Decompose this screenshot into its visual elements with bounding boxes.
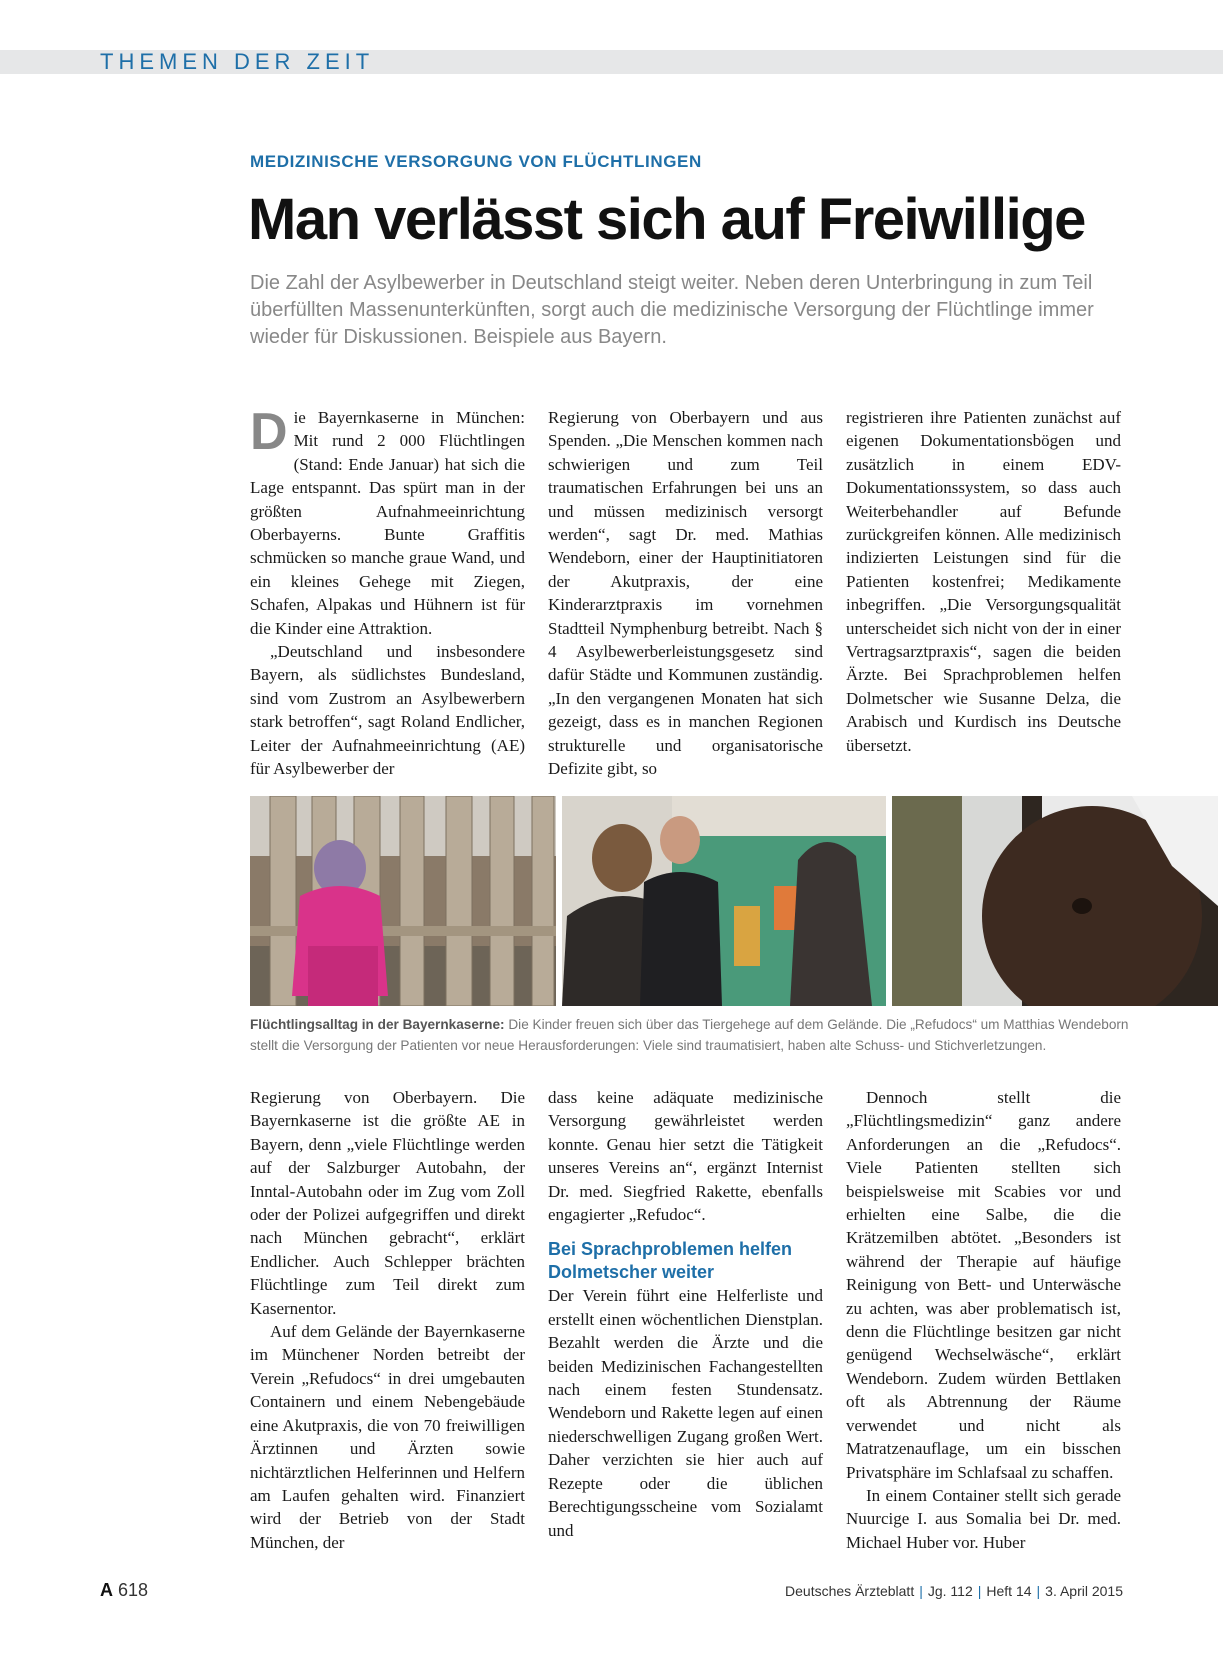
paragraph: Dennoch stellt die „Flüchtlingsmedizin“ ganz andere Anforderungen an die „Refudocs“. Viele Patienten stellten sich beispielsweise mit Scabies vor und erhielten eine Salbe, die die Krätzemilben abtötet. „Besonders ist während der Therapie auf häufige Reinigung von Bett- und Unterwäsche zu achten, was aber problematisch ist, denn die Flüchtlinge besitzen gar nicht genügend Wechselwäsche“, erklärt Wendeborn. Zudem würden Bettlaken oft als Abtrennung der Räume verwendet und nicht als Matratzenauflage, um ein bisschen Privatsphäre im Schlafsaal zu schaffen. [846, 1088, 1121, 1482]
photo-child-at-fence [250, 796, 556, 1006]
page-number-value: 618 [118, 1580, 149, 1600]
paragraph [250, 403, 525, 640]
footer-separator: | [977, 1583, 982, 1599]
article-headline: Man verlässt sich auf Freiwillige [248, 187, 1085, 252]
lower-column-1 [250, 1086, 525, 1554]
photo-caption [250, 1014, 1130, 1056]
journal-date: 3. April 2015 [1045, 1583, 1123, 1599]
upper-column-2 [548, 406, 823, 781]
lower-column-2 [548, 1086, 823, 1542]
journal-volume: Jg. 112 [927, 1583, 973, 1599]
paragraph: Auf dem Gelände der Bayernkaserne im Münchener Norden betreibt der Verein „Refudocs“ in drei umgebauten Containern und einem Nebengebäude eine Akutpraxis, die von 70 freiwilligen Ärztinnen und Ärzten sowie nichtärztlichen Helferinnen und Helfern am Laufen gehalten wird. Finanziert wird der Betrieb von der Stadt München, der [250, 1322, 525, 1552]
photo-doctors-with-patients [562, 796, 886, 1006]
paragraph: registrieren ihre Patienten zunächst auf eigenen Dokumentationsbögen und zusätzlich in einem EDV-Dokumentationssystem, so dass auch Weiterbehandler auf Befunde zurückgreifen können. Alle medizinisch indizierten Leistungen sind für die Patienten kostenfrei; Medikamente inbegriffen. „Die Versorgungsqualität unterscheidet sich nicht von der in einer Vertragsarztpraxis“, sagen die beiden Ärzte. Bei Sprachproblemen helfen Dolmetscher wie Susanne Delza, die Arabisch und Kurdisch ins Deutsche übersetzt. [846, 408, 1121, 755]
caption-lead: Flüchtlingsalltag in der Bayernkaserne: [250, 1017, 505, 1032]
article-lead: Die Zahl der Asylbewerber in Deutschland steigt weiter. Neben deren Unterbringung in zum Teil überfüllten Massenunterkünften, sorgt auch die medizinische Versorgung der Flüchtlinge immer wieder für Diskussionen. Beispiele aus Bayern. [250, 272, 1094, 348]
footer-separator: | [919, 1583, 923, 1599]
paragraph: Der Verein führt eine Helferliste und erstellt einen wöchentlichen Dienstplan. Bezahlt werden die Ärzte und die beiden Medizinischen Fachangestellten nach einem festen Stundensatz. Wendeborn und Rakette legen auf einen niederschwelligen Zugang großen Wert. Daher verzichten sie hier auch auf Rezepte oder die üblichen Berechtigungsscheine vom Sozialamt und [548, 1286, 823, 1540]
subheading: Bei Sprachproblemen helfen Dolmetscher weiter [548, 1239, 793, 1283]
paragraph: Regierung von Oberbayern und aus Spenden. „Die Menschen kommen nach schwierigen und zum Teil traumatischen Erfahrungen bei uns an und müssen medizinisch versorgt werden“, sagt Dr. med. Mathias Wendeborn, einer der Hauptinitiatoren der Akutpraxis, der eine Kinderarztpraxis im vornehmen Stadtteil Nymphenburg betreibt. Nach § 4 Asylbewerberleistungsgesetz sind dafür Städte und Kommunen zuständig. „In den vergangenen Monaten hat sich gezeigt, dass es in manchen Regionen strukturelle und organisatorische Defizite gibt, so [548, 408, 823, 779]
journal-footer [785, 1583, 1123, 1599]
paragraph: Regierung von Oberbayern. Die Bayernkaserne ist die größte AE in Bayern, denn „viele Flüchtlinge werden auf der Salzburger Autobahn, der Inntal-Autobahn oder im Zug vom Zoll oder der Polizei aufgegriffen und direkt nach München gebracht“, erklärt Endlicher. Auch Schlepper brächten Flüchtlinge zum Teil direkt zum Kasernentor. [250, 1088, 525, 1318]
photo-scar-on-patient [892, 796, 1218, 1006]
caption-text: Die Kinder freuen sich über das Tiergehege auf dem Gelände. Die „Refudocs“ um Matthias Wendeborn stellt die Versorgung der Patienten vor neue Herausforderungen: Viele sind traumatisiert, haben alte Schuss- und Stichverletzungen. [250, 1017, 1129, 1053]
paragraph: dass keine adäquate medizinische Versorgung gewährleistet werden konnte. Genau hier setzt die Tätigkeit unseres Vereins an“, ergänzt Internist Dr. med. Siegfried Rakette, ebenfalls engagierter „Refudoc“. [548, 1088, 823, 1225]
upper-column-1 [250, 403, 525, 781]
lower-column-3 [846, 1086, 1121, 1554]
upper-column-3 [846, 406, 1121, 757]
paragraph-text: ie Bayernkaserne in München: Mit rund 2 000 Flüchtlingen (Stand: Ende Januar) hat sich die Lage entspannt. Das spürt man in der größten Aufnahmeeinrichtung Oberbayerns. Bunte Graffitis schmücken so manche graue Wand, und ein kleines Gehege mit Ziegen, Schafen, Alpakas und Hühnern ist für die Kinder eine Attraktion. [250, 408, 525, 638]
drop-cap: D [250, 403, 288, 461]
footer-separator: | [1036, 1583, 1041, 1599]
paragraph: „Deutschland und insbesondere Bayern, als südlichstes Bundesland, sind vom Zustrom an Asylbewerbern stark betroffen“, sagt Roland Endlicher, Leiter der Aufnahmeeinrichtung (AE) für Asylbewerber der [250, 642, 525, 779]
journal-name: Deutsches Ärzteblatt [785, 1583, 915, 1599]
page-prefix: A [100, 1580, 113, 1600]
paragraph: In einem Container stellt sich gerade Nuurcige I. aus Somalia bei Dr. med. Michael Huber vor. Huber [846, 1485, 1121, 1552]
article-kicker: MEDIZINISCHE VERSORGUNG VON FLÜCHTLINGEN [250, 152, 702, 171]
journal-issue: Heft 14 [986, 1583, 1032, 1599]
section-label: THEMEN DER ZEIT [100, 49, 375, 74]
page-number [100, 1580, 148, 1601]
